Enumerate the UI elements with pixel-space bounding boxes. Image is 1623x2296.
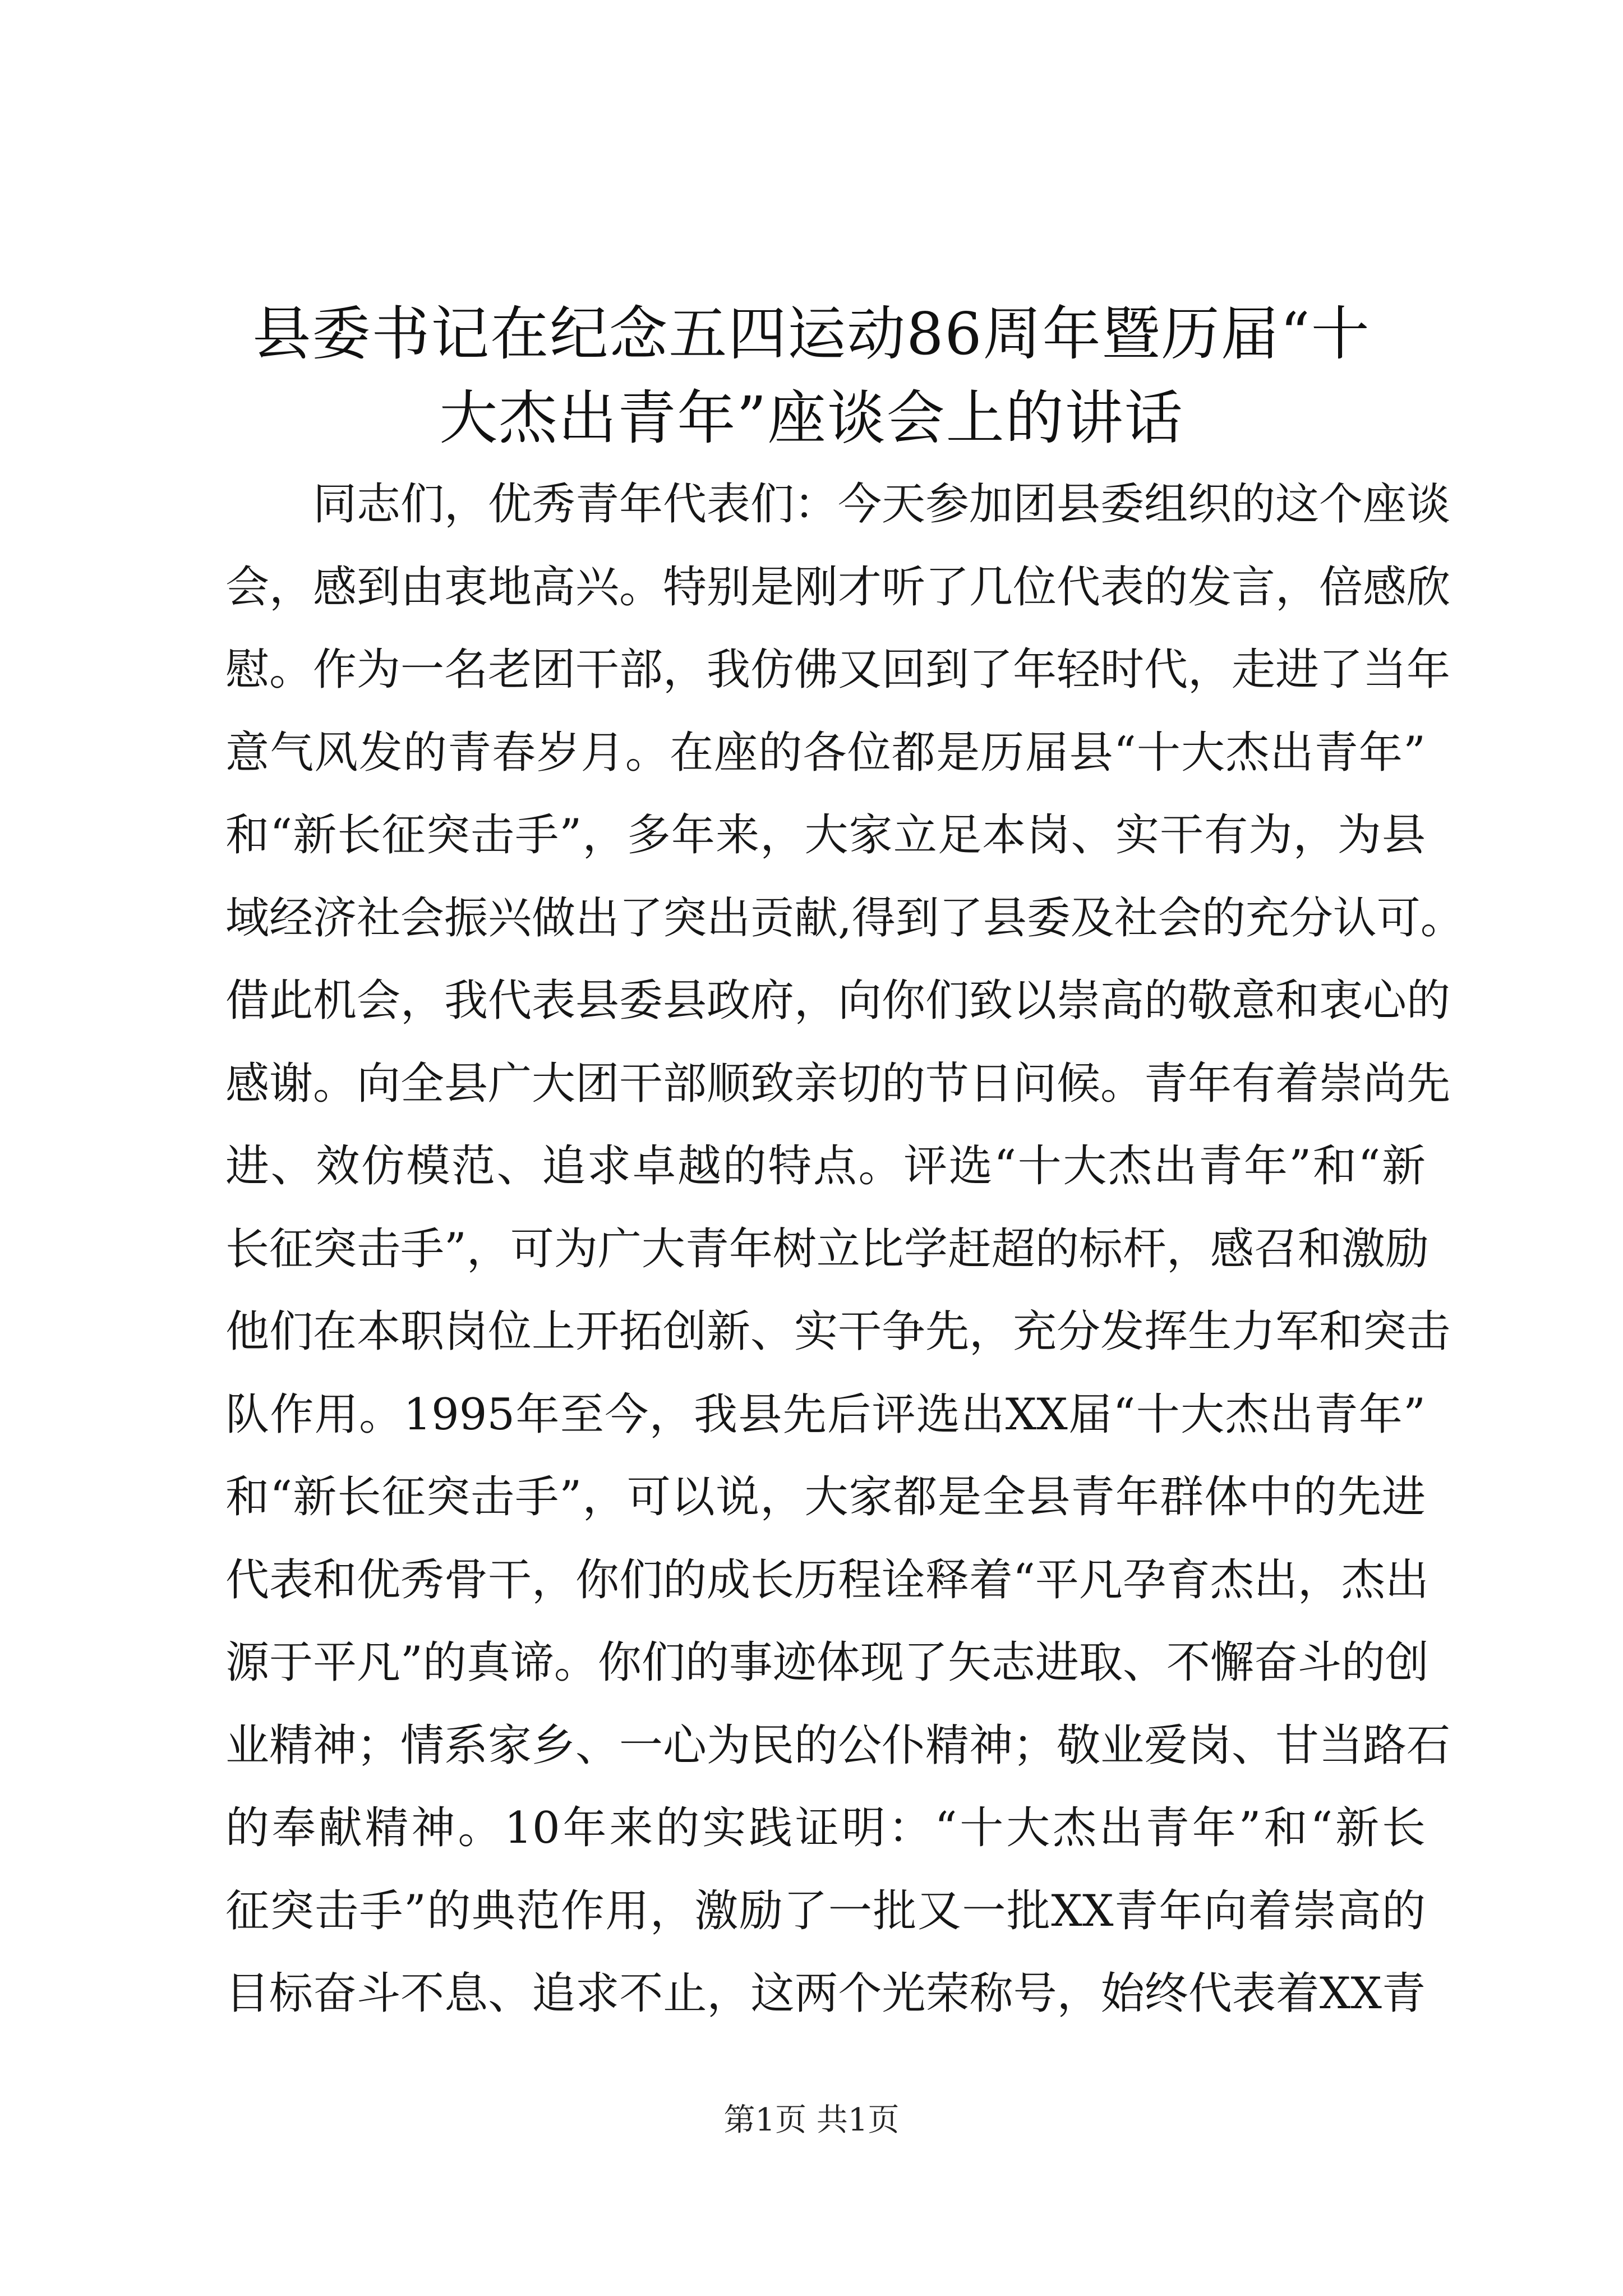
document-title — [185, 292, 1438, 460]
body-line: 进、效仿模范、追求卓越的特点。评选“十大杰出青年”和“新 — [225, 1141, 1426, 1191]
body-line: 和“新长征突击手”，多年来，大家立足本岗、实干有为，为县 — [225, 810, 1426, 861]
body-line: 源于平凡”的真谛。你们的事迹体现了矢志进取、不懈奋斗的创 — [225, 1637, 1429, 1688]
body-line: 的奉献精神。10年来的实践证明：“十大杰出青年”和“新长 — [225, 1803, 1426, 1853]
body-line: 域经济社会振兴做出了突出贡献,得到了县委及社会的充分认可。 — [225, 892, 1464, 944]
speech-body — [225, 463, 1464, 2034]
title-line-1: 县委书记在纪念五四运动86周年暨历届“十 — [252, 300, 1371, 368]
body-line: 队作用。1995年至今，我县先后评选出XX届“十大杰出青年” — [225, 1389, 1426, 1440]
body-line: 和“新长征突击手”，可以说，大家都是全县青年群体中的先进 — [225, 1472, 1426, 1522]
body-line: 意气风发的青春岁月。在座的各位都是历届县“十大杰出青年” — [225, 727, 1426, 778]
body-line: 感谢。向全县广大团干部顺致亲切的节日问候。青年有着崇尚先 — [225, 1058, 1451, 1109]
body-line: 会，感到由衷地高兴。特别是刚才听了几位代表的发言，倍感欣 — [225, 562, 1451, 613]
body-line: 借此机会，我代表县委县政府，向你们致以崇高的敬意和衷心的 — [225, 976, 1451, 1026]
body-line: 代表和优秀骨干，你们的成长历程诠释着“平凡孕育杰出，杰出 — [225, 1554, 1429, 1605]
body-line: 业精神；情系家乡、一心为民的公仆精神；敬业爱岗、甘当路石 — [225, 1720, 1451, 1771]
body-line: 慰。作为一名老团干部，我仿佛又回到了年轻时代，走进了当年 — [225, 645, 1451, 695]
body-line: 征突击手”的典范作用，激励了一批又一批XX青年向着崇高的 — [225, 1885, 1426, 1936]
body-line: 他们在本职岗位上开拓创新、实干争先，充分发挥生力军和突击 — [225, 1306, 1451, 1357]
body-line: 目标奋斗不息、追求不止，这两个光荣称号，始终代表着XX青 — [225, 1968, 1426, 2019]
body-line: 同志们，优秀青年代表们：今天参加团县委组织的这个座谈 — [313, 479, 1451, 530]
title-line-2: 大杰出青年”座谈会上的讲话 — [439, 384, 1184, 452]
body-line: 长征突击手”，可为广大青年树立比学赶超的标杆，感召和激励 — [225, 1223, 1429, 1274]
page-footer: 第1页 共1页 — [723, 2102, 900, 2138]
